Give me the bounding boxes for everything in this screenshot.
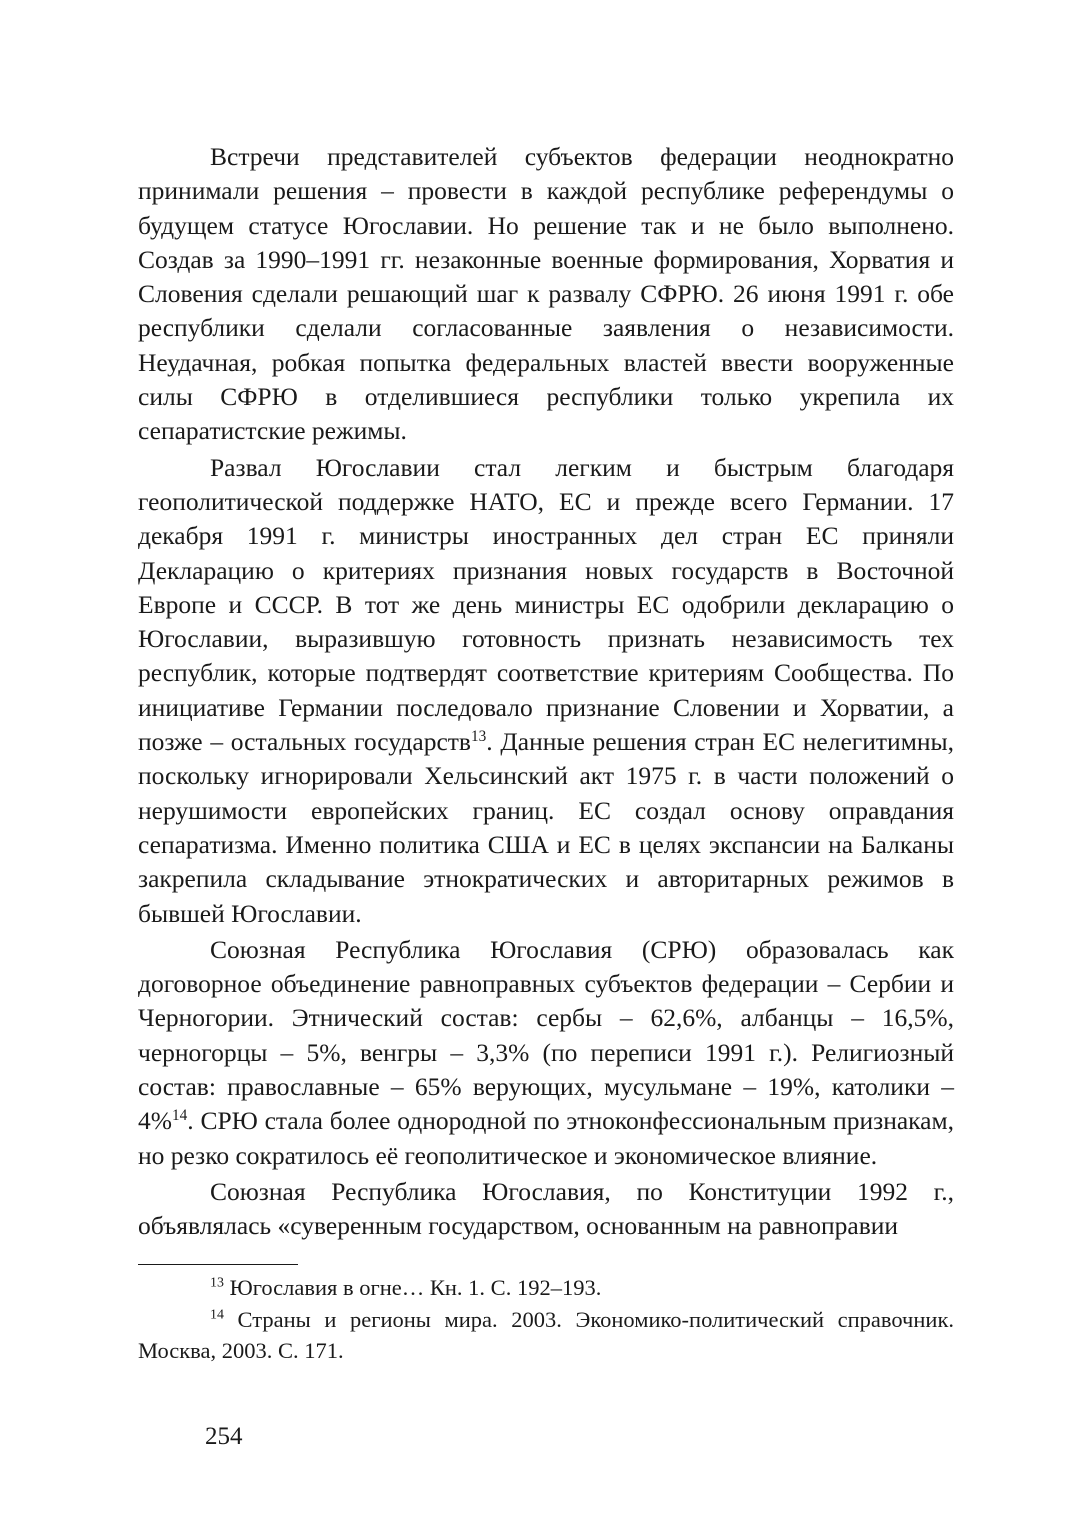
footnote-ref-13[interactable]: 13 [470, 727, 487, 745]
footnote-separator [138, 1264, 298, 1265]
footnote-number: 13 [210, 1275, 224, 1291]
footnote-number: 14 [210, 1307, 224, 1323]
footnotes [138, 1272, 954, 1367]
paragraph-referendums: Встречи представителей субъектов федерации неоднократно принимали решения – провести в каждой республике референдумы о будущем статусе Югославии. Но решение так и не было выполнено. Создав за 1990–1991 гг. незаконные военные формирования, Хорватия и Словения сделали решающий шаг к развалу СФРЮ. 26 июня 1991 г. обе республики сделали согласованные заявления о независимости. Неудачная, робкая попытка федеральных властей ввести вооруженные силы СФРЮ в отделившиеся республики только укрепила их сепаратистские режимы. [138, 142, 954, 446]
footnote-text: Страны и регионы мира. 2003. Экономико-политический справочник. Москва, 2003. С. 171. [138, 1306, 955, 1363]
footnote-14 [138, 1304, 954, 1367]
paragraph-collapse-of-yugoslavia: Развал Югославии стал легким и быстрым благодаря геополитической поддержке НАТО, ЕС и прежде всего Германии. 17 декабря 1991 г. министры иностранных дел стран ЕС приняли Декларацию о критериях признания новых государств в Восточной Европе и СССР. В тот же день министры ЕС одобрили декларацию о Югославии, выразившую готовность признать независимость тех республик, которые подтвердят соответствие критериям Сообщества. По инициативе Германии последовало признание Словении и Хорватии, а позже – остальных государств$^{13}$. Данные решения стран ЕС нелегитимны, поскольку игнорировали Хельсинский акт 1975 г. в части положений о нерушимости европейских границ. ЕС создал основу оправдания сепаратизма. Именно политика США и ЕС в целях экспансии на Балканы закрепила складывание этнократических и авторитарных режимов в бывшей Югославии. [138, 452, 954, 928]
page-number: 254 [205, 1423, 243, 1450]
footnote-13 [138, 1272, 954, 1304]
footnote-ref-14[interactable]: 14 [172, 1107, 188, 1125]
paragraph-constitution-1992: Союзная Республика Югославия, по Конституции 1992 г., объявлялась «суверенным государством, основанным на равноправии [138, 1176, 954, 1241]
paragraph-fry-formation: Союзная Республика Югославия (СРЮ) образовалась как договорное объединение равноправных субъектов федерации – Сербии и Черногории. Этнический состав: сербы – 62,6%, албанцы – 16,5%, черногорцы – 5%, венгры – 3,3% (по переписи 1991 г.). Религиозный состав: православные – 65% верующих, мусульмане – 19%, католики – 4%$^{14}$. СРЮ стала более однородной по этноконфессиональным признакам, но резко сократилось её геополитическое и экономическое влияние. [138, 934, 954, 1170]
main-text [138, 140, 954, 1244]
footnote-text: Югославия в огне… Кн. 1. С. 192–193. [229, 1275, 602, 1300]
